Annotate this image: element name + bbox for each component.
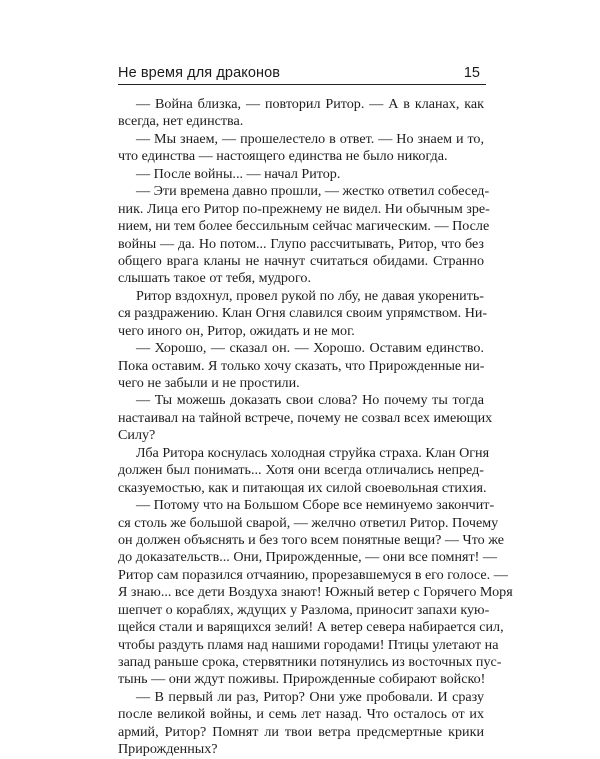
text-line: ся раздражению. Клан Огня славился своим упрямством. Ни-: [118, 305, 488, 322]
text-line: чтобы раздуть пламя над нашими городами! Птицы улетают на: [118, 636, 499, 653]
paragraph: [118, 444, 490, 497]
text-line: настаивал на тайной встрече, почему не созвал всех имеющих: [118, 409, 493, 426]
text-line: шепчет о кораблях, ждущих у Разлома, приносит запахи кую-: [118, 601, 490, 618]
paragraph: [118, 131, 484, 166]
text-line: — После войны... — начал Ритор.: [136, 165, 341, 182]
text-line: Силу?: [118, 427, 156, 444]
paragraph: [118, 497, 513, 689]
text-line: что единства — настоящего единства не было никогда.: [118, 148, 448, 165]
text-line: — Хорошо, — сказал он. — Хорошо. Оставим единство.: [136, 340, 484, 357]
text-line: — Война близка, — повторил Ритор. — А в кланах, как: [136, 96, 484, 112]
text-line: нием, ни тем более бессильным сейчас магическим. — После: [118, 218, 490, 235]
text-line: слышать такое от тебя, мудрого.: [118, 270, 311, 287]
page-header: [118, 65, 486, 87]
text-line: — Мы знаем, — прошелестело в ответ. — Но знаем и то,: [136, 130, 484, 147]
text-line: ся столь же большой сварой, — желчно ответил Ритор. Почему: [118, 514, 499, 531]
text-line: Прирожденных?: [118, 741, 218, 758]
paragraph: [118, 392, 493, 444]
text-line: — Потому что на Большом Сборе все неминуемо закончит-: [136, 497, 495, 514]
text-line: Ритор вздохнул, провел рукой по лбу, не давая укоренить-: [136, 287, 484, 304]
paragraph: [118, 689, 484, 759]
text-line: — Эти времена давно прошли, — жестко ответил собесед-: [136, 183, 490, 200]
header-rule: [118, 84, 486, 85]
text-line: после великой войны, и семь лет назад. Что осталось от их: [118, 706, 484, 723]
page-number: 15: [463, 65, 480, 81]
text-line: — В первый ли раз, Ритор? Они уже пробовали. И сразу: [136, 688, 484, 705]
text-line: Ритор сам поразился отчаянию, прорезавшемуся в его голосе. —: [118, 566, 508, 583]
paragraph: [118, 166, 484, 183]
text-line: чего иного он, Ритор, ожидать и не мог.: [118, 322, 355, 339]
paragraph: [118, 340, 484, 392]
paragraph: [118, 287, 488, 340]
text-line: чего не забыли и не простили.: [118, 375, 300, 391]
text-line: он должен объяснять и без того всем понятные вещи? — Что же: [118, 531, 505, 548]
text-line: щейся стали и варящихся зелий! А ветер севера набирается сил,: [118, 619, 504, 636]
text-line: — Ты можешь доказать свои слова? Но почему ты тогда: [136, 392, 484, 409]
text-line: запад раньше срока, стервятники потянулись из восточных пус-: [118, 654, 502, 670]
text-line: войны — да. Но потом... Глупо рассчитывать, Ритор, что без: [118, 235, 484, 252]
text-line: армий, Ритор? Помнят ли твои ветра предсмертные крики: [118, 723, 484, 740]
text-line: Я знаю... все дети Воздуха знают! Южный ветер с Горячего Моря: [118, 584, 513, 601]
text-line: сказуемостью, как и питающая их силой своевольная стихия.: [118, 479, 487, 496]
text-line: общего врага кланы не начнут считаться обидами. Странно: [118, 252, 484, 269]
running-head: Не время для драконов: [118, 65, 281, 81]
text-line: Пока оставим. Я только хочу сказать, что Прирожденные ни-: [118, 357, 485, 374]
text-line: до доказательств... Они, Прирожденные, — они все помнят! —: [118, 549, 497, 566]
text-line: ник. Лица его Ритор по-прежнему не видел. Ни обычным зре-: [118, 200, 490, 217]
paragraph: [118, 96, 484, 131]
text-line: всегда, нет единства.: [118, 113, 244, 130]
text-line: Лба Ритора коснулась холодная струйка страха. Клан Огня: [136, 444, 490, 461]
paragraph: [118, 183, 490, 288]
text-line: должен был понимать... Хотя они всегда отличались непред-: [118, 462, 484, 479]
body-text: [118, 96, 513, 759]
text-line: тынь — они ждут поживы. Прирожденные собирают войско!: [118, 671, 486, 688]
